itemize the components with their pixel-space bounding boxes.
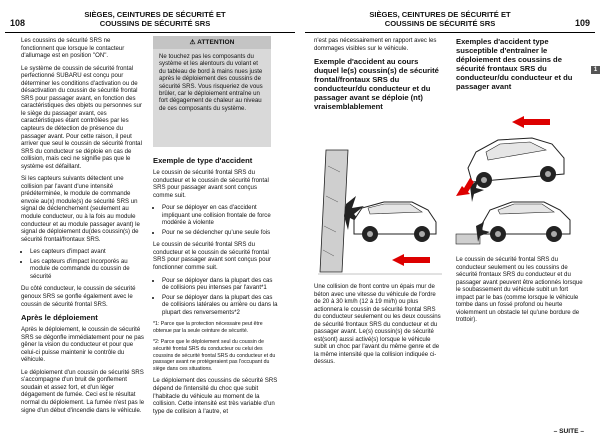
page-header <box>305 5 595 33</box>
list-item: • Pour se déployer dans la plupart des cas de collisions peu intenses par l'avant*1 <box>162 277 278 292</box>
direction-arrow <box>392 254 430 266</box>
direction-arrow <box>512 116 550 128</box>
wall-collision-illustration <box>318 146 442 276</box>
paragraph: Le coussin de sécurité frontal SRS du conducteur seulement ou les coussins de sécurité frontaux SRS du conducteur et du passager avant peuvent être actionnés lorsque le soubassement du véhicule subit un fort impact par le bas (comme lorsque le véhicule tombe dans un fossé profond ou heurte violemment un obstacle tel qu'une bordure de trottoir). <box>456 256 583 324</box>
footnote: *2: Parce que le déploiement seul du coussin de sécurité frontal SRS du conducteur ou celui des coussins de sécurité frontal SRS du conducteur et du passager avant ne protégeraient pas l'occupant du siège dans ces situations. <box>153 339 276 372</box>
car-curb <box>456 202 570 244</box>
paragraph: n'est pas nécessairement en rapport avec les dommages visibles sur le véhicule. <box>314 37 437 52</box>
page-number: 108 <box>10 18 26 28</box>
list-item: • Les capteurs d'impact incorporés au module de commande du coussin de sécurité <box>30 258 145 281</box>
paragraph: Les coussins de sécurité SRS ne fonctionnent que lorsque le contacteur d'allumage est en position "ON". <box>21 37 125 60</box>
warning-title: ATTENTION <box>197 39 235 46</box>
paragraph: Le déploiement d'un coussin de sécurité SRS s'accompagne d'un bruit de gonflement soudain et assez fort, et d'un léger dégagement de fumée. Ceci est le résultat normal du déploiement. La fumée n'est pas le signe d'un début d'incendie dans le véhicule. <box>21 368 145 414</box>
continued-marker: – SUITE – <box>553 428 584 435</box>
right-column-1 <box>314 37 440 115</box>
design-list <box>153 204 278 236</box>
right-column-2-bottom <box>456 256 584 329</box>
paragraph: Une collision de front contre un épais mur de béton avec une vitesse du véhicule de l'ordre de 20 à 30 km/h (12 à 19 mi/h) ou plus actionnera le coussin de sécurité frontal SRS du conducteur seulement ou les deux coussins de sécurité frontaux SRS du conducteur et du passager avant. Le(s) coussin(s) de sécurité est(sont) aussi activé(s) lorsque le véhicule subit un choc par l'avant du même genre et de la même intensité que la collision indiquée ci-dessus. <box>314 283 441 366</box>
section-heading: Après le déploiement <box>21 313 98 323</box>
warning-text: Ne touchez pas les composants du système et les alentours du volant et du tableau de bord à mains nues juste après le déploiement des coussins de sécurité SRS. Vous risqueriez de vous brûler, car le déploiement entraîne un fort dégagement de chaleur au niveau de ces composants du système. <box>159 53 263 112</box>
list-item: • Pour ne se déclencher qu'une seule fois <box>162 229 278 237</box>
header-rule <box>305 32 595 33</box>
operation-list <box>153 277 278 317</box>
wall-collision-figure <box>318 146 442 276</box>
left-column-1 <box>21 37 145 419</box>
header-rule <box>5 32 295 33</box>
section-heading: Exemple de type d'accident <box>153 156 253 165</box>
page-number: 109 <box>574 18 590 28</box>
warning-box <box>153 36 271 147</box>
chapter-tab: 1 <box>591 66 600 74</box>
footnote: *1: Parce que la protection nécessaire peut être obtenue par la seule ceinture de sécurité. <box>153 321 263 334</box>
right-column-2 <box>456 37 584 95</box>
car-tilted <box>468 138 564 202</box>
wall-shape <box>320 150 348 272</box>
curb-shape <box>456 234 480 244</box>
header-title: SIÈGES, CEINTURES DE SÉCURITÉ ET COUSSINS DE SÉCURITÉ SRS <box>369 10 511 28</box>
paragraph: Après le déploiement, le coussin de sécurité SRS se dégonfle immédiatement pour ne pas gêner la vision du conducteur et pour que celui-ci puisse maintenir le contrôle du véhicule. <box>21 326 144 364</box>
section-heading: Exemple d'accident au cours duquel le(s) coussin(s) de sécurité frontal/frontaux SRS du conducteur/du conducteur et du passager avant se déploie (nt) vraisemblablement <box>314 57 439 112</box>
header-title: SIÈGES, CEINTURES DE SÉCURITÉ ET COUSSINS DE SÉCURITÉ SRS <box>84 10 226 28</box>
page-header <box>5 5 295 33</box>
paragraph: Si les capteurs suivants détectent une collision par l'avant d'une intensité prédéterminée, le module de commande envoie au(x) module(s) de sécurité SRS un signal de déclenchement (seulement au module conducteur, ou à la fois au module conducteur et au module passager avant) le signal de déploiement du(des coussin(s) de sécurité frontal/frontaux SRS. <box>21 175 140 243</box>
paragraph: Le déploiement des coussins de sécurité SRS dépend de l'intensité du choc que subit l'habitacle du véhicule au moment de la collision. Cette intensité est très variable d'un type de collision à l'autre, et <box>153 377 278 415</box>
underbody-impact-figure <box>452 116 592 254</box>
warning-header <box>153 36 271 49</box>
paragraph: Le coussin de sécurité frontal SRS du conducteur et le coussin de sécurité frontal SRS pour passager avant sont conçus comme suit. <box>153 169 269 199</box>
right-page <box>300 0 600 447</box>
left-column-2 <box>153 152 278 420</box>
list-item: • Pour se déployer en cas d'accident impliquant une collision frontale de force modérée à violente <box>162 204 278 227</box>
paragraph: Le système de coussin de sécurité frontal perfectionné SUBARU est conçu pour déterminer les conditions d'activation ou de désactivation du coussin de sécurité frontal SRS pour passager avant, en fonction des caractéristiques des objets ou personnes sur le siège du passager avant, ces caractéristiques étant contrôlées par les capteurs de détection de présence du passager avant. Pour cette raison, il peut arriver que seul le coussin de sécurité frontal SRS du conducteur se déploie en cas de collision, mais ceci ne signifie pas que le système est défaillant. <box>21 64 142 170</box>
list-item: • Pour se déployer dans la plupart des cas de collisions latérales ou arrière ou dans la plupart des renversements*2 <box>162 294 278 317</box>
sensor-list <box>21 248 145 280</box>
paragraph: Le coussin de sécurité frontal SRS du conducteur et le coussin de sécurité frontal SRS pour passager avant sont conçus pour fonctionner comme suit. <box>153 241 271 272</box>
section-heading: Exemples d'accident type susceptible d'entraîner le déploiement des coussins de sécurité frontaux SRS du conducteur/du conducteur et du passager avant <box>456 37 573 91</box>
warning-icon: ⚠ <box>189 39 196 46</box>
right-column-1-bottom <box>314 283 442 371</box>
list-item: • Les capteurs d'impact avant <box>30 248 145 256</box>
underbody-impact-illustration <box>452 116 592 254</box>
paragraph: Du côté conducteur, le coussin de sécurité genoux SRS se gonfle également avec le coussin de sécurité frontal SRS. <box>21 285 136 308</box>
